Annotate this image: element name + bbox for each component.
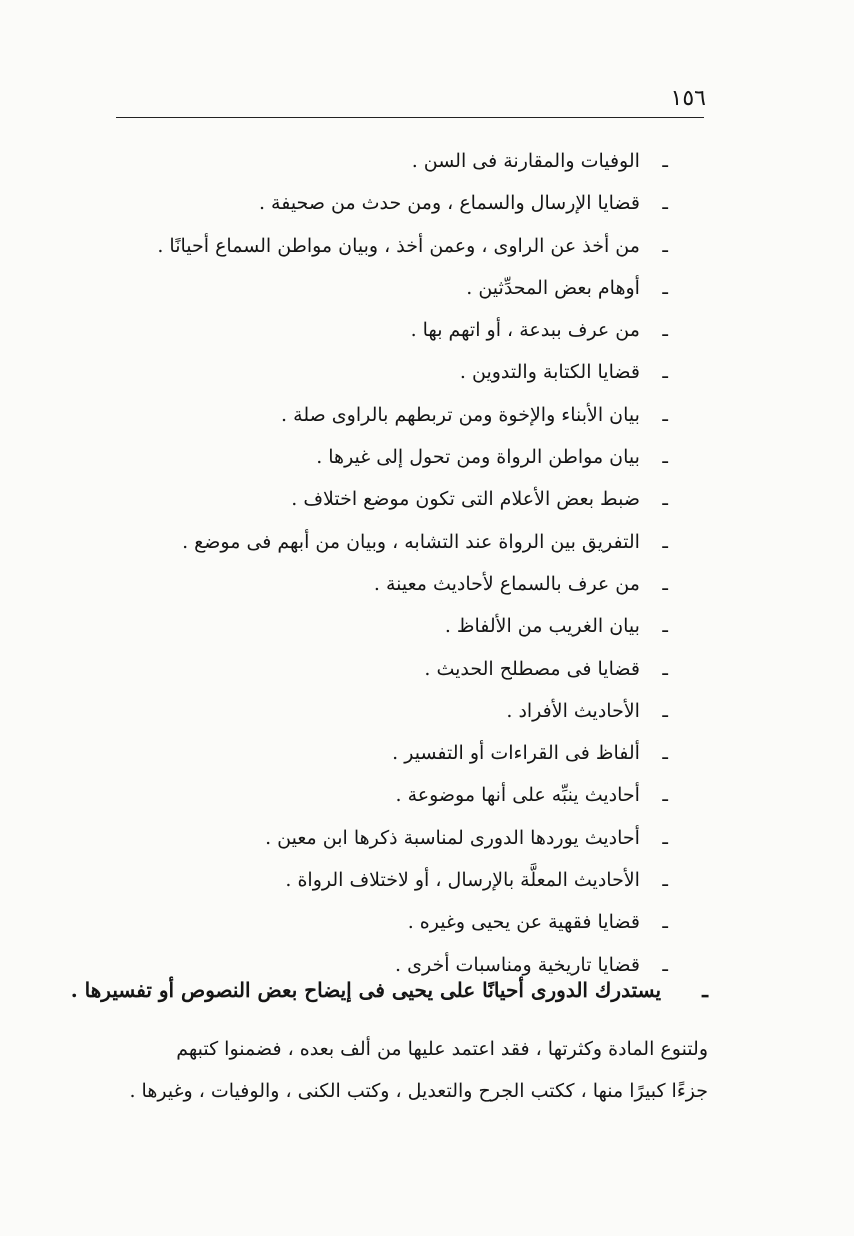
bullet-dash: ـ [662, 699, 668, 722]
list-item-text: قضايا فى مصطلح الحديث . [424, 657, 640, 680]
list-item-text: ضبط بعض الأعلام التى تكون موضع اختلاف . [291, 488, 640, 511]
bullet-dash: ـ [662, 530, 668, 553]
bold-list-item-text: يستدرك الدورى أحيانًا على يحيى فى إيضاح بعض النصوص أو تفسيرها . [70, 978, 662, 1002]
list-item-text: قضايا تاريخية ومناسبات أخرى . [395, 953, 640, 976]
bullet-dash: ـ [662, 150, 668, 172]
list-item-text: قضايا فقهية عن يحيى وغيره . [407, 911, 640, 934]
list-item [108, 140, 668, 182]
header-rule [116, 117, 704, 118]
list-item-text: الأحاديث المعلَّة بالإرسال ، أو لاختلاف الرواة . [285, 869, 640, 892]
bullet-dash: ـ [662, 869, 668, 892]
page-number: ١٥٦ [670, 86, 706, 111]
bullet-dash: ـ [702, 978, 708, 1002]
list-item [108, 309, 668, 351]
list-item-text: بيان الأبناء والإخوة ومن تربطهم بالراوى صلة . [281, 403, 640, 426]
list-item-text: الأحاديث الأفراد . [506, 699, 640, 722]
list-item [108, 521, 668, 563]
list-item [108, 563, 668, 605]
topics-list [108, 140, 668, 986]
list-item-text: من أخذ عن الراوى ، وعمن أخذ ، وبيان مواطن السماع أحيانًا . [157, 234, 640, 257]
bullet-dash: ـ [662, 615, 668, 638]
bullet-dash: ـ [662, 192, 668, 215]
list-item [108, 859, 668, 901]
bullet-dash: ـ [662, 403, 668, 426]
bullet-dash: ـ [662, 361, 668, 384]
list-item [108, 774, 668, 816]
list-item [108, 648, 668, 690]
bullet-dash: ـ [662, 572, 668, 595]
list-item-text: بيان مواطن الرواة ومن تحول إلى غيرها . [316, 446, 640, 469]
list-item-text: أحاديث يوردها الدورى لمناسبة ذكرها ابن معين . [265, 826, 640, 849]
list-item [108, 182, 668, 224]
bullet-dash: ـ [662, 911, 668, 934]
bullet-dash: ـ [662, 446, 668, 469]
bullet-dash: ـ [662, 488, 668, 511]
list-item-text: من عرف بالسماع لأحاديث معينة . [373, 572, 640, 595]
list-item-text: من عرف ببدعة ، أو اتهم بها . [410, 319, 640, 342]
list-item-text: أوهام بعض المحدِّثين . [466, 276, 640, 299]
bullet-dash: ـ [662, 657, 668, 680]
list-item [108, 732, 668, 774]
list-item-text: قضايا الإرسال والسماع ، ومن حدث من صحيفة . [258, 192, 640, 215]
list-item [108, 267, 668, 309]
list-item-text: ألفاظ فى القراءات أو التفسير . [392, 742, 640, 765]
bullet-dash: ـ [662, 276, 668, 299]
list-item-text: بيان الغريب من الألفاظ . [444, 615, 640, 638]
list-item-text: الوفيات والمقارنة فى السن . [411, 150, 640, 172]
list-item [108, 901, 668, 943]
bullet-dash: ـ [662, 234, 668, 257]
bullet-dash: ـ [662, 784, 668, 807]
list-item [108, 436, 668, 478]
list-item [108, 394, 668, 436]
list-item-text: أحاديث ينبِّه على أنها موضوعة . [395, 784, 640, 807]
list-item [108, 478, 668, 520]
bullet-dash: ـ [662, 742, 668, 765]
bold-list-item [68, 978, 708, 1002]
list-item [108, 690, 668, 732]
list-item [108, 351, 668, 393]
bullet-dash: ـ [662, 319, 668, 342]
list-item-text: قضايا الكتابة والتدوين . [459, 361, 640, 384]
list-item-text: التفريق بين الرواة عند التشابه ، وبيان من أبهم فى موضع . [182, 530, 640, 553]
bullet-dash: ـ [662, 826, 668, 849]
list-item [108, 605, 668, 647]
list-item [108, 225, 668, 267]
list-item [108, 817, 668, 859]
paragraph-line-1: ولتنوع المادة وكثرتها ، فقد اعتمد عليها من ألف بعده ، فضمنوا كتبهم [176, 1038, 708, 1060]
bullet-dash: ـ [662, 953, 668, 976]
paragraph-line-2: جزءًا كبيرًا منها ، ككتب الجرح والتعديل ، وكتب الكنى ، والوفيات ، وغيرها . [129, 1080, 708, 1102]
